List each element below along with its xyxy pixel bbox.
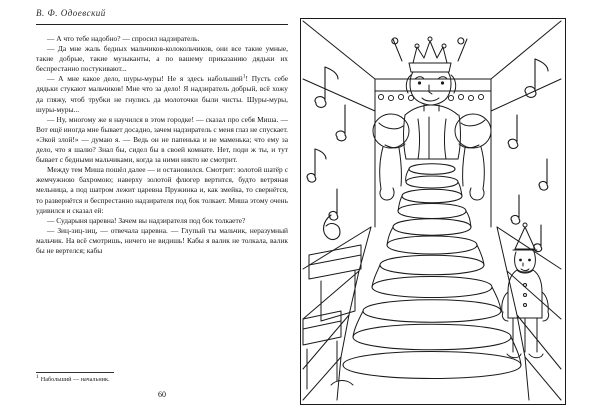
paragraph: — Зиц-зиц-зиц, — отвечала царевна. — Глупый ты мальчик, неразумный мальчик. На всё смотришь, ничего не видишь! Кабы я валик не толкала, валик бы не вертелся; кабы (36, 225, 288, 255)
footnote-rule (36, 372, 114, 373)
tsarevna-pruzhinka-illustration (301, 19, 563, 402)
header-rule (36, 24, 288, 25)
paragraph (36, 74, 288, 114)
illustration-frame (300, 18, 566, 405)
paragraph: — А что тебе надобно? — спросил надзиратель. (47, 34, 200, 43)
paragraph-text: — А мне какое дело, шуры-муры! Не я здесь набольший$^1$! Пусть себе дядьки стукают мальчиков! Мне что за дело! Я надзиратель добрый, всё хожу да гляжу, чтоб трубки не гнулись да молоточки были чисты. Шуры-муры, шуры-муры... (36, 73, 288, 114)
body-text-column (36, 34, 288, 366)
running-head: В. Ф. Одоевский (36, 8, 106, 18)
paragraph: — Ну, многому же я научился в этом городке! — сказал про себя Миша. — Вот ещё иногда мне бывает досадно, зачем надзиратель с меня глаз не спускает. «Экой злой!» — думаю я. — Ведь он не папенька и не маменька; что ему за дело, что я шалю? Знал бы, сидел бы в своей комнате. Нет, поди ж ты, и тут бывает с бедными мальчиками, когда за ними никто не смотрит. (36, 114, 288, 165)
footnote-marker: 1 (36, 373, 39, 380)
paragraph: — Да мне жаль бедных мальчиков-колокольчиков, они все такие умные, такие добрые, такие музыканты, а по вашему приказанию дядьки их беспрестанно постукивают... (36, 44, 288, 74)
footnote-reference: 1 (242, 73, 246, 80)
footnote (36, 373, 288, 384)
paragraph: — Сударыня царевна! Зачем вы надзирателя под бок толкаете? (47, 215, 246, 225)
page-number: 60 (158, 390, 166, 399)
footnote-text: Набольший — начальник. (40, 376, 110, 383)
paragraph: Между тем Миша пошёл далее — и остановился. Смотрит: золотой шатёр с жемчужною бахромою; наверху золотой флюгер вертится, будто ветряная мельница, а под шатром лежит царевна Пружинка и, как змейка, то свернётся, то развернётся и беспрестанно надзирателя под бок толкает. Миша этому очень удивился и сказал ей: (36, 165, 288, 215)
